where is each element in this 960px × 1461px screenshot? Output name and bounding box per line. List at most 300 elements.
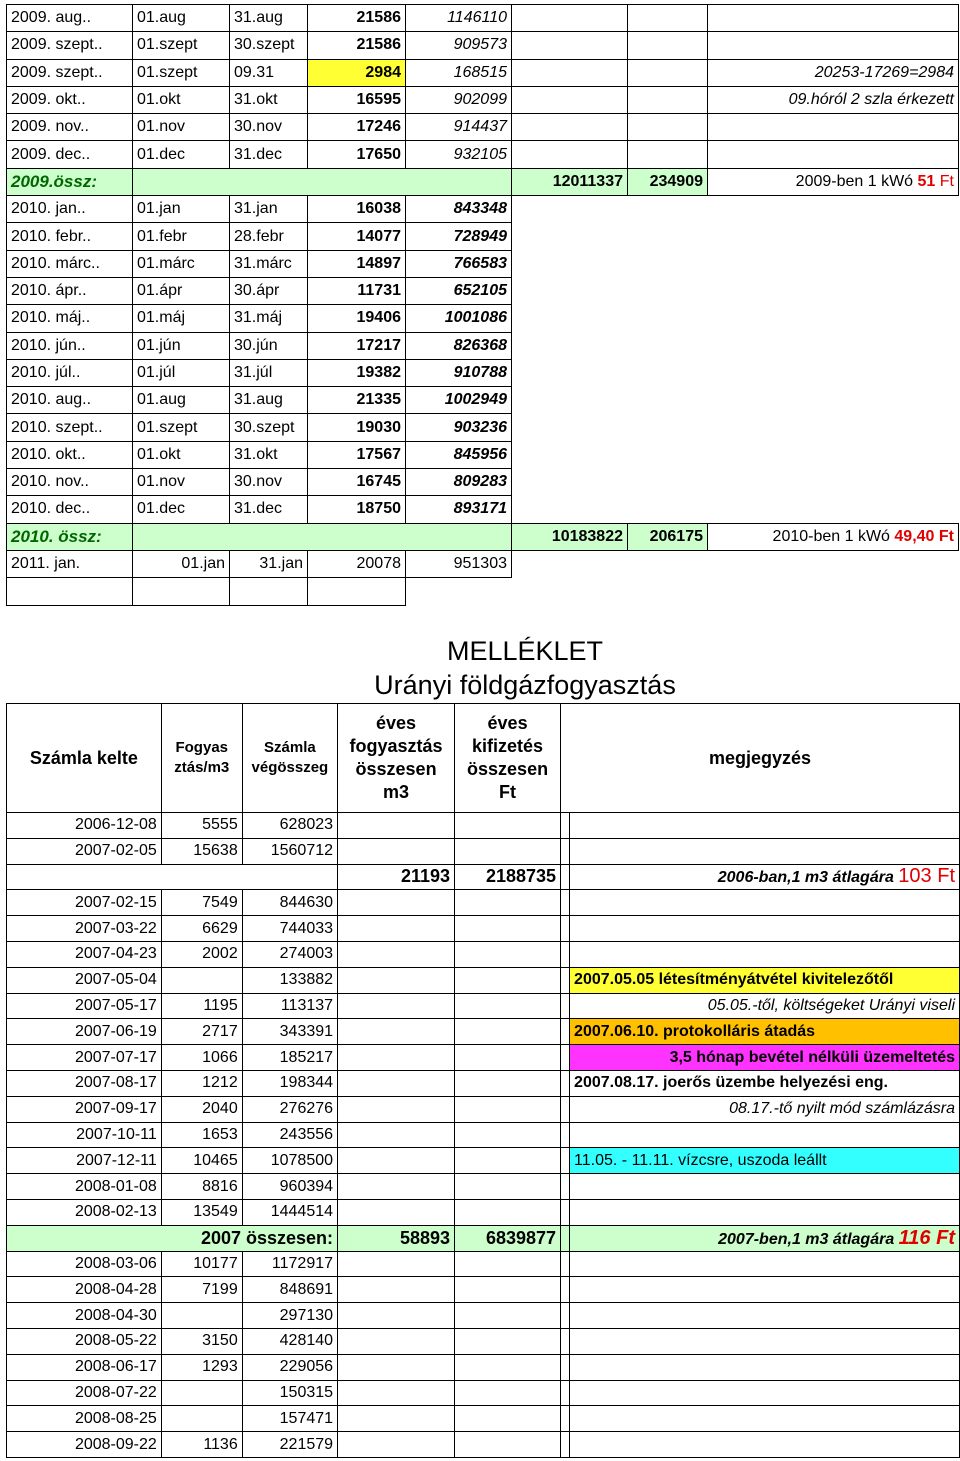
blank-cell <box>512 223 628 250</box>
table-row <box>7 141 959 168</box>
empty-cell <box>561 1328 570 1354</box>
period-cell: 2010. jan.. <box>7 196 133 223</box>
blank-cell <box>708 359 959 386</box>
empty-cell <box>455 993 561 1019</box>
note-cell <box>570 1380 960 1406</box>
start-cell: 01.jún <box>133 332 230 359</box>
table-row <box>7 469 959 496</box>
empty-cell <box>455 890 561 916</box>
empty-cell <box>455 1019 561 1045</box>
amount-cell: 809283 <box>406 469 512 496</box>
empty-cell <box>338 941 455 967</box>
kwh-cell: 18750 <box>308 496 406 523</box>
table-row <box>7 1251 960 1277</box>
table-row <box>7 5 959 32</box>
period-cell: 2010. febr.. <box>7 223 133 250</box>
m3-cell: 1653 <box>161 1122 242 1148</box>
note-cell: 11.05. - 11.11. vízcsre, uszoda leállt <box>570 1148 960 1174</box>
date-cell: 2008-04-30 <box>7 1303 162 1329</box>
note-cell <box>570 1406 960 1432</box>
start-cell: 01.dec <box>133 141 230 168</box>
amount-cell: 845956 <box>406 441 512 468</box>
period-cell: 2010. aug.. <box>7 387 133 414</box>
amount-cell: 902099 <box>406 86 512 113</box>
empty-cell <box>628 141 708 168</box>
blank-cell <box>628 550 708 577</box>
table-row <box>7 993 960 1019</box>
table-row <box>7 1406 960 1432</box>
start-cell: 01.febr <box>133 223 230 250</box>
table-row <box>7 838 960 864</box>
date-cell: 2007-07-17 <box>7 1045 162 1071</box>
date-cell: 2007-03-22 <box>7 916 162 942</box>
blank-cell <box>708 277 959 304</box>
table-row <box>7 1070 960 1096</box>
empty-cell <box>338 813 455 839</box>
empty-cell <box>455 838 561 864</box>
note-cell: 08.17.-tő nyilt mód számlázásra <box>570 1096 960 1122</box>
amount-cell: 428140 <box>242 1328 337 1354</box>
empty-cell <box>561 838 570 864</box>
blank-cell <box>628 441 708 468</box>
note-cell <box>570 1199 960 1225</box>
empty-cell <box>561 1380 570 1406</box>
sum-row-2009 <box>7 168 959 195</box>
m3-cell: 5555 <box>161 813 242 839</box>
empty-cell <box>338 1019 455 1045</box>
start-cell: 01.szept <box>133 32 230 59</box>
kwh-cell: 16038 <box>308 196 406 223</box>
table-row <box>7 1380 960 1406</box>
empty-cell <box>455 941 561 967</box>
note-cell <box>708 5 959 32</box>
m3-cell: 2717 <box>161 1019 242 1045</box>
empty-cell <box>561 890 570 916</box>
amount-cell: 297130 <box>242 1303 337 1329</box>
empty-cell <box>561 1070 570 1096</box>
empty-cell <box>338 838 455 864</box>
empty-cell <box>7 578 133 605</box>
empty-cell <box>455 1174 561 1200</box>
table-row <box>7 86 959 113</box>
table-row <box>7 223 959 250</box>
end-cell: 30.szept <box>230 32 308 59</box>
table-row <box>7 916 960 942</box>
end-cell: 28.febr <box>230 223 308 250</box>
sum-ft: 6839877 <box>455 1225 561 1251</box>
empty-cell <box>561 1432 570 1458</box>
blank-cell <box>628 196 708 223</box>
period-cell: 2010. máj.. <box>7 305 133 332</box>
table-row <box>7 359 959 386</box>
date-cell: 2007-02-05 <box>7 838 162 864</box>
table-row <box>7 1174 960 1200</box>
amount-cell: 914437 <box>406 114 512 141</box>
sum-row-2010 <box>7 523 959 550</box>
amount-cell: 1444514 <box>242 1199 337 1225</box>
empty-cell <box>338 1354 455 1380</box>
kwh-cell: 14077 <box>308 223 406 250</box>
amount-cell: 1146110 <box>406 5 512 32</box>
date-cell: 2007-12-11 <box>7 1148 162 1174</box>
gas-table <box>6 703 960 1458</box>
empty-cell <box>455 1328 561 1354</box>
note-cell <box>570 941 960 967</box>
blank-cell <box>708 550 959 577</box>
note-cell <box>570 1122 960 1148</box>
end-cell: 31.jan <box>230 550 308 577</box>
amount-cell: 229056 <box>242 1354 337 1380</box>
sum-note <box>708 168 959 195</box>
amount-cell: 910788 <box>406 359 512 386</box>
sum-ft: 206175 <box>628 523 708 550</box>
date-cell: 2007-02-15 <box>7 890 162 916</box>
date-cell: 2007-09-17 <box>7 1096 162 1122</box>
blank-cell <box>628 277 708 304</box>
sum-ft: 234909 <box>628 168 708 195</box>
period-cell: 2009. okt.. <box>7 86 133 113</box>
sum-row-2007 <box>7 1225 960 1251</box>
note-cell <box>570 1277 960 1303</box>
note-cell: 09.hóról 2 szla érkezett <box>708 86 959 113</box>
empty-cell <box>512 141 628 168</box>
sum-note <box>570 864 960 890</box>
table-row <box>7 1432 960 1458</box>
table-row <box>7 305 959 332</box>
empty-cell <box>230 578 308 605</box>
date-cell: 2007-06-19 <box>7 1019 162 1045</box>
blank-cell <box>512 305 628 332</box>
date-cell: 2008-06-17 <box>7 1354 162 1380</box>
empty-cell <box>455 1380 561 1406</box>
sum-spacer <box>133 168 512 195</box>
period-cell: 2011. jan. <box>7 550 133 577</box>
m3-cell: 1195 <box>161 993 242 1019</box>
sum-note <box>708 523 959 550</box>
empty-cell <box>455 813 561 839</box>
blank-cell <box>628 332 708 359</box>
empty-cell <box>338 1303 455 1329</box>
period-cell: 2010. jún.. <box>7 332 133 359</box>
date-cell: 2007-05-04 <box>7 967 162 993</box>
blank-cell <box>708 332 959 359</box>
date-cell: 2008-05-22 <box>7 1328 162 1354</box>
empty-cell <box>561 1045 570 1071</box>
price-value: 103 Ft <box>898 865 955 888</box>
date-cell: 2007-04-23 <box>7 941 162 967</box>
note-cell: 2007.06.10. protokolláris átadás <box>570 1019 960 1045</box>
end-cell: 31.aug <box>230 5 308 32</box>
sum-m3: 21193 <box>338 864 455 890</box>
empty-cell <box>455 1070 561 1096</box>
kwh-cell: 2984 <box>308 59 406 86</box>
blank-cell <box>708 223 959 250</box>
date-cell: 2006-12-08 <box>7 813 162 839</box>
date-cell: 2008-08-25 <box>7 1406 162 1432</box>
amount-cell: 766583 <box>406 250 512 277</box>
table-row <box>7 1303 960 1329</box>
note-cell: 2007.08.17. joerős üzembe helyezési eng. <box>570 1070 960 1096</box>
empty-cell <box>455 967 561 993</box>
table-row <box>7 1045 960 1071</box>
blank-cell <box>512 196 628 223</box>
blank-cell <box>708 441 959 468</box>
m3-cell: 13549 <box>161 1199 242 1225</box>
empty-cell <box>455 1251 561 1277</box>
sum-label: 2007 összesen: <box>7 1225 338 1251</box>
empty-cell <box>561 1096 570 1122</box>
empty-cell <box>338 1251 455 1277</box>
note-cell: 20253-17269=2984 <box>708 59 959 86</box>
amount-cell: 221579 <box>242 1432 337 1458</box>
note-cell <box>570 916 960 942</box>
table-row <box>7 890 960 916</box>
note-cell <box>708 141 959 168</box>
empty-cell <box>455 1354 561 1380</box>
empty-cell <box>455 1096 561 1122</box>
empty-cell <box>338 1406 455 1432</box>
end-cell: 31.okt <box>230 86 308 113</box>
table-row <box>7 250 959 277</box>
amount-cell: 243556 <box>242 1122 337 1148</box>
empty-cell <box>628 114 708 141</box>
empty-cell <box>561 1406 570 1432</box>
table-row <box>7 59 959 86</box>
start-cell: 01.jan <box>133 550 230 577</box>
empty-cell <box>561 864 570 890</box>
amount-cell: 198344 <box>242 1070 337 1096</box>
start-cell: 01.aug <box>133 387 230 414</box>
empty-cell <box>561 916 570 942</box>
table-row <box>7 441 959 468</box>
note-text: 2007-ben,1 m3 átlagára <box>718 1230 899 1248</box>
start-cell: 01.okt <box>133 86 230 113</box>
header-yearly-payment: éves kifizetés összesen Ft <box>455 704 561 813</box>
note-cell <box>570 1328 960 1354</box>
date-cell: 2008-04-28 <box>7 1277 162 1303</box>
note-cell: 3,5 hónap bevétel nélküli üzemeltetés <box>570 1045 960 1071</box>
table-row <box>7 941 960 967</box>
sum-note <box>570 1225 960 1251</box>
m3-cell: 10465 <box>161 1148 242 1174</box>
m3-cell: 6629 <box>161 916 242 942</box>
empty-cell <box>455 1432 561 1458</box>
end-cell: 30.nov <box>230 114 308 141</box>
blank-cell <box>512 578 628 605</box>
start-cell: 01.szept <box>133 59 230 86</box>
header-consumption: Fogyas ztás/m3 <box>161 704 242 813</box>
empty-cell <box>561 967 570 993</box>
amount-cell: 343391 <box>242 1019 337 1045</box>
empty-cell <box>455 1148 561 1174</box>
table-row <box>7 1354 960 1380</box>
amount-cell: 848691 <box>242 1277 337 1303</box>
kwh-cell: 17246 <box>308 114 406 141</box>
empty-cell <box>338 1096 455 1122</box>
end-cell: 09.31 <box>230 59 308 86</box>
empty-cell <box>512 114 628 141</box>
note-cell <box>570 1174 960 1200</box>
table-row <box>7 1199 960 1225</box>
note-cell <box>570 1303 960 1329</box>
m3-cell: 8816 <box>161 1174 242 1200</box>
empty-cell <box>455 1199 561 1225</box>
kwh-cell: 14897 <box>308 250 406 277</box>
period-cell: 2009. dec.. <box>7 141 133 168</box>
amount-cell: 652105 <box>406 277 512 304</box>
amount-cell: 843348 <box>406 196 512 223</box>
table-row <box>7 332 959 359</box>
m3-cell <box>161 1406 242 1432</box>
date-cell: 2007-05-17 <box>7 993 162 1019</box>
start-cell: 01.aug <box>133 5 230 32</box>
date-cell: 2007-10-11 <box>7 1122 162 1148</box>
blank-cell <box>708 250 959 277</box>
m3-cell: 1293 <box>161 1354 242 1380</box>
m3-cell: 7199 <box>161 1277 242 1303</box>
m3-cell: 1066 <box>161 1045 242 1071</box>
empty-cell <box>455 1303 561 1329</box>
kwh-cell: 19406 <box>308 305 406 332</box>
note-text: 2010-ben 1 kWó <box>772 527 895 545</box>
note-cell <box>570 1354 960 1380</box>
end-cell: 31.aug <box>230 387 308 414</box>
amount-cell: 628023 <box>242 813 337 839</box>
m3-cell: 7549 <box>161 890 242 916</box>
start-cell: 01.júl <box>133 359 230 386</box>
period-cell: 2010. márc.. <box>7 250 133 277</box>
table-row <box>7 1019 960 1045</box>
empty-cell <box>338 1070 455 1096</box>
empty-cell <box>561 941 570 967</box>
amount-cell: 150315 <box>242 1380 337 1406</box>
amount-cell: 276276 <box>242 1096 337 1122</box>
start-cell: 01.nov <box>133 114 230 141</box>
empty-cell <box>561 1199 570 1225</box>
table-row <box>7 277 959 304</box>
amount-cell: 1560712 <box>242 838 337 864</box>
note-cell <box>570 838 960 864</box>
table-row <box>7 32 959 59</box>
price-unit: Ft <box>935 172 954 190</box>
empty-cell <box>338 1122 455 1148</box>
empty-cell <box>512 32 628 59</box>
m3-cell <box>161 1380 242 1406</box>
empty-cell <box>338 1328 455 1354</box>
start-cell: 01.nov <box>133 469 230 496</box>
electricity-table <box>6 4 959 606</box>
end-cell: 31.márc <box>230 250 308 277</box>
header-amount: Számla végösszeg <box>242 704 337 813</box>
end-cell: 31.dec <box>230 496 308 523</box>
end-cell: 31.júl <box>230 359 308 386</box>
start-cell: 01.ápr <box>133 277 230 304</box>
blank-cell <box>512 469 628 496</box>
note-cell <box>570 890 960 916</box>
empty-cell <box>308 578 406 605</box>
note-cell <box>570 1251 960 1277</box>
kwh-cell: 21586 <box>308 32 406 59</box>
kwh-cell: 11731 <box>308 277 406 304</box>
kwh-cell: 16595 <box>308 86 406 113</box>
period-cell: 2009. szept.. <box>7 32 133 59</box>
m3-cell: 1136 <box>161 1432 242 1458</box>
end-cell: 31.okt <box>230 441 308 468</box>
empty-cell <box>561 1303 570 1329</box>
start-cell: 01.okt <box>133 441 230 468</box>
kwh-cell: 19382 <box>308 359 406 386</box>
empty-cell <box>455 1122 561 1148</box>
empty-cell <box>338 967 455 993</box>
header-row <box>7 704 960 813</box>
empty-cell <box>338 1380 455 1406</box>
page-subtitle: Urányi földgázfogyasztás <box>374 670 676 700</box>
table-row <box>7 196 959 223</box>
empty-cell <box>561 993 570 1019</box>
date-cell: 2008-02-13 <box>7 1199 162 1225</box>
kwh-cell: 16745 <box>308 469 406 496</box>
start-cell: 01.dec <box>133 496 230 523</box>
empty-cell <box>561 1019 570 1045</box>
amount-cell: 157471 <box>242 1406 337 1432</box>
header-date: Számla kelte <box>7 704 162 813</box>
header-yearly-consumption: éves fogyasztás összesen m3 <box>338 704 455 813</box>
blank-cell <box>512 277 628 304</box>
empty-cell <box>628 32 708 59</box>
blank-cell <box>512 496 628 523</box>
period-cell: 2010. dec.. <box>7 496 133 523</box>
kwh-cell: 20078 <box>308 550 406 577</box>
empty-cell <box>338 916 455 942</box>
blank-cell <box>406 578 512 605</box>
blank-cell <box>512 441 628 468</box>
empty-cell <box>561 1122 570 1148</box>
sum-m3: 58893 <box>338 1225 455 1251</box>
blank-cell <box>628 387 708 414</box>
table-row <box>7 414 959 441</box>
end-cell: 30.szept <box>230 414 308 441</box>
note-cell <box>570 813 960 839</box>
date-cell: 2008-09-22 <box>7 1432 162 1458</box>
amount-cell: 1002949 <box>406 387 512 414</box>
period-cell: 2009. szept.. <box>7 59 133 86</box>
empty-row <box>7 578 959 605</box>
kwh-cell: 17650 <box>308 141 406 168</box>
table-row <box>7 813 960 839</box>
empty-cell <box>455 916 561 942</box>
table-row <box>7 387 959 414</box>
start-cell: 01.jan <box>133 196 230 223</box>
table-row <box>7 114 959 141</box>
empty-cell <box>561 1174 570 1200</box>
m3-cell: 2002 <box>161 941 242 967</box>
blank-cell <box>708 305 959 332</box>
m3-cell: 2040 <box>161 1096 242 1122</box>
note-text: 2009-ben 1 kWó <box>795 172 918 190</box>
m3-cell <box>161 1303 242 1329</box>
blank-cell <box>708 196 959 223</box>
period-cell: 2010. júl.. <box>7 359 133 386</box>
sum-spacer <box>7 864 338 890</box>
amount-cell: 113137 <box>242 993 337 1019</box>
table-row <box>7 1122 960 1148</box>
amount-cell: 168515 <box>406 59 512 86</box>
kwh-cell: 21335 <box>308 387 406 414</box>
note-cell: 2007.05.05 létesítményátvétel kivitelezőtől <box>570 967 960 993</box>
blank-cell <box>512 359 628 386</box>
empty-cell <box>455 1277 561 1303</box>
empty-cell <box>561 1354 570 1380</box>
